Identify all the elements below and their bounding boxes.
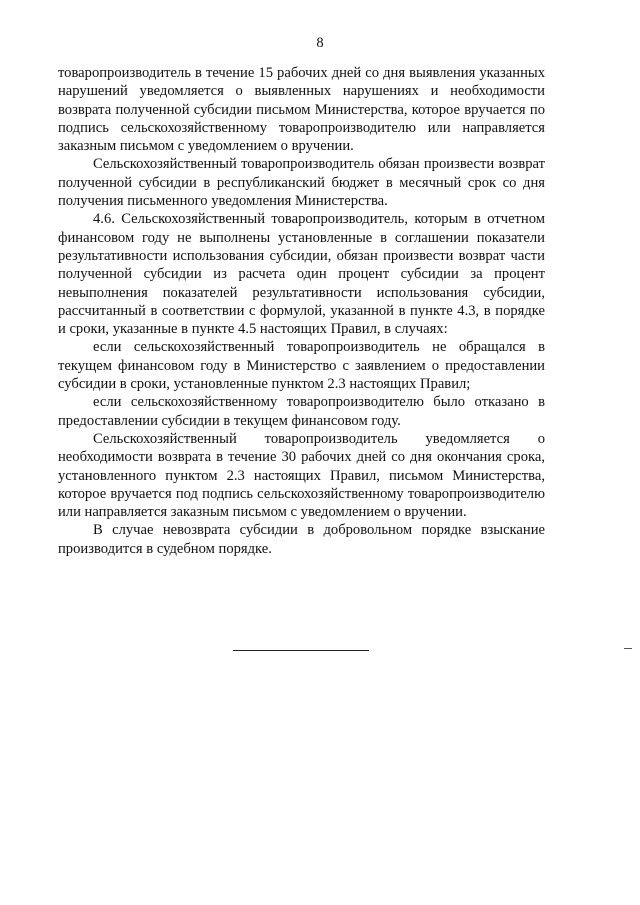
paragraph-judicial-recovery: В случае невозврата субсидии в добровольном порядке взыскание производится в судебном порядке.	[58, 522, 545, 557]
paragraph-case-refused: если сельскохозяйственному товаропроизводителю было отказано в предоставлении субсидии в текущем финансовом году.	[58, 394, 545, 429]
page-number: 8	[316, 35, 324, 51]
end-of-document-rule	[233, 650, 369, 651]
paragraph-continuation: товаропроизводитель в течение 15 рабочих дней со дня выявления указанных нарушений уведомляется о выявленных нарушениях и необходимости возврата полученной субсидии письмом Министерства, которое вручается по подпись сельскохозяйственному товаропроизводителю или направляется заказным письмом с уведомлением о вручении.	[58, 65, 545, 155]
margin-mark	[624, 648, 632, 649]
document-body	[58, 64, 545, 558]
paragraph-case-not-applied: если сельскохозяйственный товаропроизводитель не обращался в текущем финансовом году в Министерство с заявлением о предоставлении субсидии в сроки, установленные пунктом 2.3 настоящих Правил;	[58, 339, 545, 393]
paragraph-refund-obligation: Сельскохозяйственный товаропроизводитель обязан произвести возврат полученной субсидии в республиканский бюджет в месячный срок со дня получения письменного уведомления Министерства.	[58, 156, 545, 210]
paragraph-clause-4-6: 4.6. Сельскохозяйственный товаропроизводитель, которым в отчетном финансовом году не выполнены установленные в соглашении показатели результативности использования субсидии, обязан произвести возврат части полученной субсидии из расчета один процент субсидии за процент невыполнения показателей результативности использования субсидии, рассчитанный в соответствии с формулой, указанной в пункте 4.3, в порядке и сроки, указанные в пункте 4.5 настоящих Правил, в случаях:	[58, 211, 545, 338]
paragraph-notification: Сельскохозяйственный товаропроизводитель уведомляется о необходимости возврата в течение 30 рабочих дней со дня окончания срока, установленного пунктом 2.3 настоящих Правил, письмом Министерства, которое вручается под подпись сельскохозяйственному товаропроизводителю или направляется заказным письмом с уведомлением о вручении.	[58, 430, 545, 521]
